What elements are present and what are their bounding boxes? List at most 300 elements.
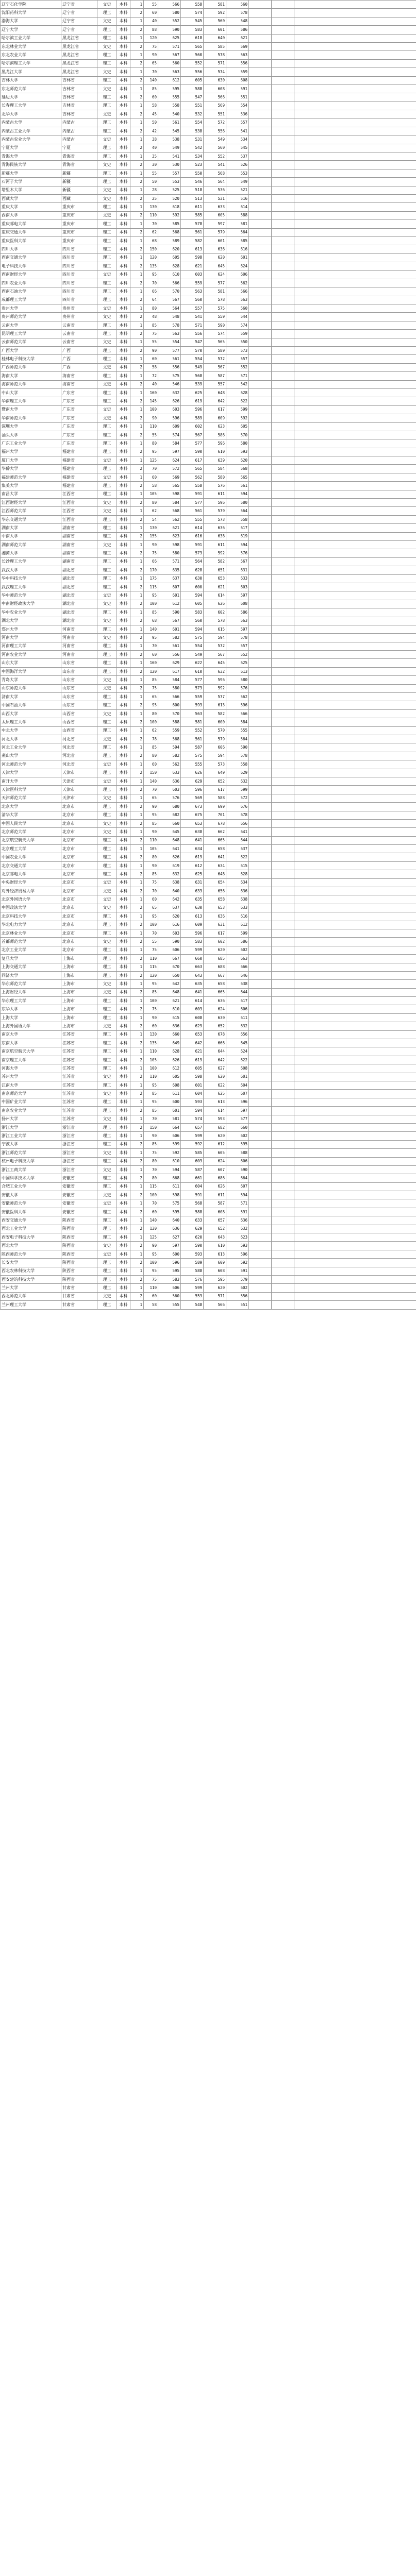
table-cell: 北京市 <box>61 946 97 954</box>
table-cell <box>249 490 272 498</box>
table-cell: 575 <box>158 1199 181 1208</box>
table-cell: 605 <box>226 422 249 431</box>
table-cell: 理工 <box>97 1174 117 1182</box>
table-cell: 本科 <box>117 135 130 144</box>
table-cell <box>272 667 294 675</box>
table-cell: 理工 <box>97 118 117 127</box>
table-cell: 江苏省 <box>61 1064 97 1073</box>
table-cell: 文史 <box>97 194 117 202</box>
table-cell <box>249 1 272 9</box>
table-cell: 556 <box>226 59 249 67</box>
table-cell: 2 <box>130 1157 144 1165</box>
table-cell <box>294 524 416 532</box>
table-cell <box>294 1039 416 1047</box>
table-cell <box>294 9 416 17</box>
table-cell: 本科 <box>117 524 130 532</box>
table-cell <box>272 828 294 836</box>
table-cell <box>294 1208 416 1216</box>
table-cell: 北京航空航天大学 <box>1 836 61 844</box>
table-cell: 文史 <box>97 794 117 802</box>
table-cell: 南昌大学 <box>1 490 61 498</box>
table-row <box>1 1301 416 1309</box>
table-cell <box>294 1301 416 1309</box>
table-cell: 601 <box>158 625 181 633</box>
table-cell: 北京市 <box>61 861 97 870</box>
table-cell: 四川大学 <box>1 245 61 253</box>
table-cell: 559 <box>204 313 226 321</box>
table-cell: 长安大学 <box>1 1259 61 1267</box>
table-cell: 557 <box>158 169 181 177</box>
table-cell: 湖南省 <box>61 557 97 566</box>
table-cell: 本科 <box>117 693 130 701</box>
table-cell: 598 <box>158 541 181 549</box>
table-cell: 618 <box>158 203 181 211</box>
table-cell: 609 <box>181 921 204 929</box>
table-cell: 理工 <box>97 659 117 667</box>
table-cell: 641 <box>204 853 226 861</box>
table-cell: 566 <box>158 1 181 9</box>
table-row <box>1 811 416 819</box>
table-cell: 593 <box>181 1250 204 1258</box>
table-cell: 安徽省 <box>61 1199 97 1208</box>
table-row <box>1 499 416 507</box>
table-cell: 532 <box>181 110 204 118</box>
table-cell: 667 <box>158 955 181 963</box>
table-row <box>1 203 416 211</box>
table-cell: 145 <box>144 397 158 405</box>
table-cell: 北京市 <box>61 819 97 827</box>
table-cell: 563 <box>226 51 249 59</box>
table-cell: 569 <box>204 101 226 110</box>
table-cell <box>272 693 294 701</box>
table-cell: 1 <box>130 1250 144 1258</box>
table-cell: 本科 <box>117 676 130 684</box>
table-cell: 1 <box>130 388 144 397</box>
table-cell: 60 <box>144 355 158 363</box>
table-cell <box>249 828 272 836</box>
table-cell <box>272 819 294 827</box>
table-cell: 570 <box>181 347 204 355</box>
table-cell: 上海市 <box>61 1013 97 1022</box>
table-cell: 2 <box>130 93 144 101</box>
table-cell <box>272 904 294 912</box>
table-cell: 1 <box>130 1 144 9</box>
table-cell: 564 <box>226 507 249 515</box>
table-cell <box>249 17 272 25</box>
table-cell: 628 <box>158 1047 181 1056</box>
table-cell: 70 <box>144 786 158 794</box>
table-cell: 558 <box>226 760 249 769</box>
table-cell: 本科 <box>117 1157 130 1165</box>
table-cell: 555 <box>158 1301 181 1309</box>
table-cell: 627 <box>204 1064 226 1073</box>
table-cell: 621 <box>158 997 181 1005</box>
table-cell: 612 <box>226 921 249 929</box>
table-cell: 556 <box>226 1292 249 1300</box>
table-cell: 653 <box>204 574 226 583</box>
table-cell: 本科 <box>117 760 130 769</box>
table-cell: 本科 <box>117 355 130 363</box>
table-cell: 理工 <box>97 566 117 574</box>
table-cell: 589 <box>204 347 226 355</box>
table-cell: 560 <box>158 1292 181 1300</box>
table-cell <box>272 811 294 819</box>
table-cell: 626 <box>204 600 226 608</box>
table-cell: 587 <box>181 743 204 752</box>
table-cell <box>272 118 294 127</box>
table-cell: 663 <box>226 955 249 963</box>
table-cell: 浙江省 <box>61 1132 97 1140</box>
table-cell <box>272 583 294 591</box>
table-cell: 2 <box>130 397 144 405</box>
table-cell: 560 <box>226 304 249 313</box>
table-cell <box>294 1 416 9</box>
table-cell: 西南大学 <box>1 211 61 219</box>
table-cell <box>272 321 294 329</box>
table-cell: 545 <box>226 144 249 152</box>
table-cell: 660 <box>158 819 181 827</box>
table-cell <box>272 1107 294 1115</box>
table-cell: 江苏省 <box>61 1056 97 1064</box>
table-cell <box>272 236 294 245</box>
table-cell <box>249 557 272 566</box>
table-cell: 辽宁省 <box>61 1 97 9</box>
table-cell: 660 <box>181 955 204 963</box>
table-cell: 2 <box>130 178 144 186</box>
table-cell: 557 <box>226 642 249 650</box>
table-cell: 534 <box>226 135 249 144</box>
table-cell: 621 <box>158 524 181 532</box>
table-cell: 95 <box>144 270 158 279</box>
table-cell: 125 <box>144 456 158 465</box>
table-row <box>1 634 416 642</box>
table-cell: 塔里木大学 <box>1 186 61 194</box>
table-cell: 80 <box>144 1157 158 1165</box>
table-row <box>1 34 416 42</box>
table-cell: 558 <box>158 101 181 110</box>
table-cell: 2 <box>130 262 144 270</box>
table-cell: 本科 <box>117 380 130 388</box>
table-cell: 620 <box>204 946 226 954</box>
table-cell <box>249 769 272 777</box>
table-cell: 本科 <box>117 583 130 591</box>
table-cell: 613 <box>181 245 204 253</box>
table-cell <box>294 532 416 540</box>
table-cell <box>249 1149 272 1157</box>
table-row <box>1 363 416 371</box>
table-cell <box>272 1132 294 1140</box>
table-cell: 辽宁石化学院 <box>1 1 61 9</box>
table-cell: 北京理工大学 <box>1 845 61 853</box>
table-cell <box>272 1174 294 1182</box>
table-cell <box>272 507 294 515</box>
table-cell <box>272 169 294 177</box>
table-cell: 646 <box>226 971 249 979</box>
table-cell: 甘肃省 <box>61 1284 97 1292</box>
table-cell: 599 <box>226 405 249 414</box>
table-cell: 本科 <box>117 203 130 211</box>
table-cell: 本科 <box>117 1191 130 1199</box>
table-cell: 本科 <box>117 566 130 574</box>
table-cell <box>249 1250 272 1258</box>
table-cell: 2 <box>130 853 144 861</box>
table-cell <box>272 963 294 971</box>
table-cell: 560 <box>181 51 204 59</box>
table-cell: 中国人民大学 <box>1 819 61 827</box>
table-cell: 120 <box>144 667 158 675</box>
table-cell: 1 <box>130 726 144 735</box>
table-cell: 1 <box>130 1115 144 1123</box>
table-cell: 608 <box>204 84 226 93</box>
table-cell: 624 <box>204 270 226 279</box>
table-cell: 本科 <box>117 262 130 270</box>
table-cell: 653 <box>181 1030 204 1039</box>
table-cell: 85 <box>144 84 158 93</box>
table-cell <box>294 178 416 186</box>
table-cell: 597 <box>226 591 249 600</box>
table-cell: 本科 <box>117 118 130 127</box>
table-cell: 549 <box>158 144 181 152</box>
table-row <box>1 161 416 169</box>
table-cell: 理工 <box>97 1301 117 1309</box>
table-cell: 578 <box>204 51 226 59</box>
table-cell: 2 <box>130 684 144 692</box>
table-cell: 文史 <box>97 777 117 785</box>
table-row <box>1 895 416 904</box>
table-cell: 565 <box>181 42 204 50</box>
table-cell: 本科 <box>117 228 130 236</box>
table-cell: 629 <box>181 1225 204 1233</box>
table-cell: 618 <box>181 34 204 42</box>
table-cell: 北京科技大学 <box>1 912 61 921</box>
table-cell: 2 <box>130 330 144 338</box>
table-cell: 湖北省 <box>61 574 97 583</box>
table-cell: 2 <box>130 566 144 574</box>
table-cell: 521 <box>226 186 249 194</box>
table-cell: 1 <box>130 287 144 296</box>
table-cell: 597 <box>158 1242 181 1250</box>
table-cell: 重庆市 <box>61 203 97 211</box>
table-cell: 上海财经大学 <box>1 988 61 996</box>
table-cell: 620 <box>204 253 226 262</box>
table-cell: 85 <box>144 743 158 752</box>
table-cell <box>294 617 416 625</box>
table-cell: 本科 <box>117 1225 130 1233</box>
table-cell: 本科 <box>117 1123 130 1131</box>
table-cell <box>294 473 416 481</box>
table-cell: 630 <box>181 574 204 583</box>
table-cell: 理工 <box>97 955 117 963</box>
table-cell: 577 <box>181 499 204 507</box>
table-cell: 542 <box>226 380 249 388</box>
table-cell: 586 <box>226 608 249 617</box>
table-cell: 594 <box>204 634 226 642</box>
table-cell: 563 <box>226 617 249 625</box>
table-cell: 理工 <box>97 397 117 405</box>
table-cell: 582 <box>204 557 226 566</box>
table-cell: 本科 <box>117 701 130 709</box>
table-cell: 644 <box>226 988 249 996</box>
table-cell <box>249 1064 272 1073</box>
table-cell: 河海大学 <box>1 1064 61 1073</box>
table-cell <box>249 515 272 523</box>
table-cell <box>249 186 272 194</box>
table-cell <box>272 853 294 861</box>
table-cell <box>294 245 416 253</box>
table-cell: 583 <box>181 938 204 946</box>
table-cell: 60 <box>144 1022 158 1030</box>
table-cell: 578 <box>158 321 181 329</box>
table-cell: 573 <box>226 347 249 355</box>
table-cell <box>249 794 272 802</box>
table-cell: 南京理工大学 <box>1 1056 61 1064</box>
table-cell: 615 <box>158 1013 181 1022</box>
table-cell <box>249 971 272 979</box>
table-cell: 75 <box>144 946 158 954</box>
table-cell <box>272 51 294 59</box>
table-row <box>1 439 416 448</box>
table-cell: 95 <box>144 591 158 600</box>
table-cell: 557 <box>226 355 249 363</box>
table-cell: 河南农业大学 <box>1 651 61 659</box>
table-cell: 637 <box>226 845 249 853</box>
table-cell: 本科 <box>117 42 130 50</box>
table-row <box>1 1174 416 1182</box>
table-cell: 华南师范大学 <box>1 414 61 422</box>
table-cell: 文史 <box>97 1090 117 1098</box>
table-cell: 58 <box>144 1301 158 1309</box>
table-cell: 639 <box>204 456 226 465</box>
table-cell: 648 <box>158 988 181 996</box>
table-cell: 文史 <box>97 110 117 118</box>
table-cell: 619 <box>158 861 181 870</box>
table-cell <box>272 26 294 34</box>
table-cell: 本科 <box>117 270 130 279</box>
table-cell: 554 <box>181 118 204 127</box>
table-cell: 110 <box>144 836 158 844</box>
table-row <box>1 803 416 811</box>
table-cell <box>272 1301 294 1309</box>
table-cell: 黑龙江省 <box>61 51 97 59</box>
table-cell: 北京大学 <box>1 803 61 811</box>
table-row <box>1 1165 416 1174</box>
table-cell: 70 <box>144 279 158 287</box>
table-cell: 本科 <box>117 541 130 549</box>
table-cell: 42 <box>144 127 158 135</box>
table-cell: 2 <box>130 1090 144 1098</box>
table-row <box>1 236 416 245</box>
table-cell <box>294 507 416 515</box>
table-cell <box>294 220 416 228</box>
table-row <box>1 777 416 785</box>
table-cell <box>249 228 272 236</box>
table-cell: 593 <box>226 448 249 456</box>
table-cell: 115 <box>144 1182 158 1191</box>
table-cell: 602 <box>226 1284 249 1292</box>
table-cell: 本科 <box>117 1250 130 1258</box>
table-cell: 625 <box>226 659 249 667</box>
table-cell: 1 <box>130 676 144 684</box>
table-cell: 642 <box>181 1039 204 1047</box>
table-cell: 宁波大学 <box>1 1140 61 1148</box>
table-cell: 616 <box>226 245 249 253</box>
table-cell <box>272 1199 294 1208</box>
table-cell: 604 <box>181 1182 204 1191</box>
table-cell: 608 <box>204 1208 226 1216</box>
table-cell: 685 <box>204 955 226 963</box>
table-cell: 594 <box>158 743 181 752</box>
table-cell: 623 <box>204 422 226 431</box>
table-cell: 582 <box>181 236 204 245</box>
table-cell <box>272 541 294 549</box>
table-cell: 603 <box>226 583 249 591</box>
table-cell: 理工 <box>97 625 117 633</box>
table-cell: 湖南师范大学 <box>1 541 61 549</box>
table-cell: 北京市 <box>61 912 97 921</box>
table-row <box>1 110 416 118</box>
table-cell: 理工 <box>97 9 117 17</box>
table-cell: 文史 <box>97 1022 117 1030</box>
table-cell: 海南师范大学 <box>1 380 61 388</box>
table-cell: 本科 <box>117 549 130 557</box>
table-cell: 2 <box>130 279 144 287</box>
table-cell: 1 <box>130 963 144 971</box>
table-cell <box>249 1157 272 1165</box>
table-cell: 563 <box>158 330 181 338</box>
table-cell: 636 <box>204 245 226 253</box>
table-cell: 本科 <box>117 1098 130 1106</box>
table-cell: 609 <box>158 422 181 431</box>
table-cell <box>272 93 294 101</box>
table-cell <box>294 726 416 735</box>
table-cell <box>272 76 294 84</box>
table-cell: 北京交通大学 <box>1 861 61 870</box>
table-cell: 文史 <box>97 617 117 625</box>
table-cell: 理工 <box>97 245 117 253</box>
table-cell: 560 <box>181 617 204 625</box>
table-cell: 本科 <box>117 76 130 84</box>
table-cell <box>294 819 416 827</box>
table-cell <box>249 1267 272 1275</box>
table-cell: 562 <box>181 473 204 481</box>
table-cell: 本科 <box>117 388 130 397</box>
table-cell: 607 <box>204 1165 226 1174</box>
table-cell <box>249 1225 272 1233</box>
table-cell: 广东省 <box>61 414 97 422</box>
table-cell: 理工 <box>97 169 117 177</box>
table-cell: 50 <box>144 178 158 186</box>
table-cell: 559 <box>158 726 181 735</box>
table-cell <box>272 549 294 557</box>
table-cell: 586 <box>226 938 249 946</box>
table-cell: 北京邮电大学 <box>1 870 61 878</box>
table-cell <box>272 971 294 979</box>
table-cell: 理工 <box>97 431 117 439</box>
table-cell <box>249 194 272 202</box>
table-cell: 554 <box>226 101 249 110</box>
table-cell: 2 <box>130 9 144 17</box>
table-cell: 548 <box>226 17 249 25</box>
table-row <box>1 304 416 313</box>
table-row <box>1 330 416 338</box>
table-row <box>1 118 416 127</box>
table-row <box>1 68 416 76</box>
table-cell: 河南省 <box>61 651 97 659</box>
table-cell: 2 <box>130 1073 144 1081</box>
table-cell: 1 <box>130 1216 144 1225</box>
table-cell <box>272 439 294 448</box>
table-cell: 华南理工大学 <box>1 397 61 405</box>
